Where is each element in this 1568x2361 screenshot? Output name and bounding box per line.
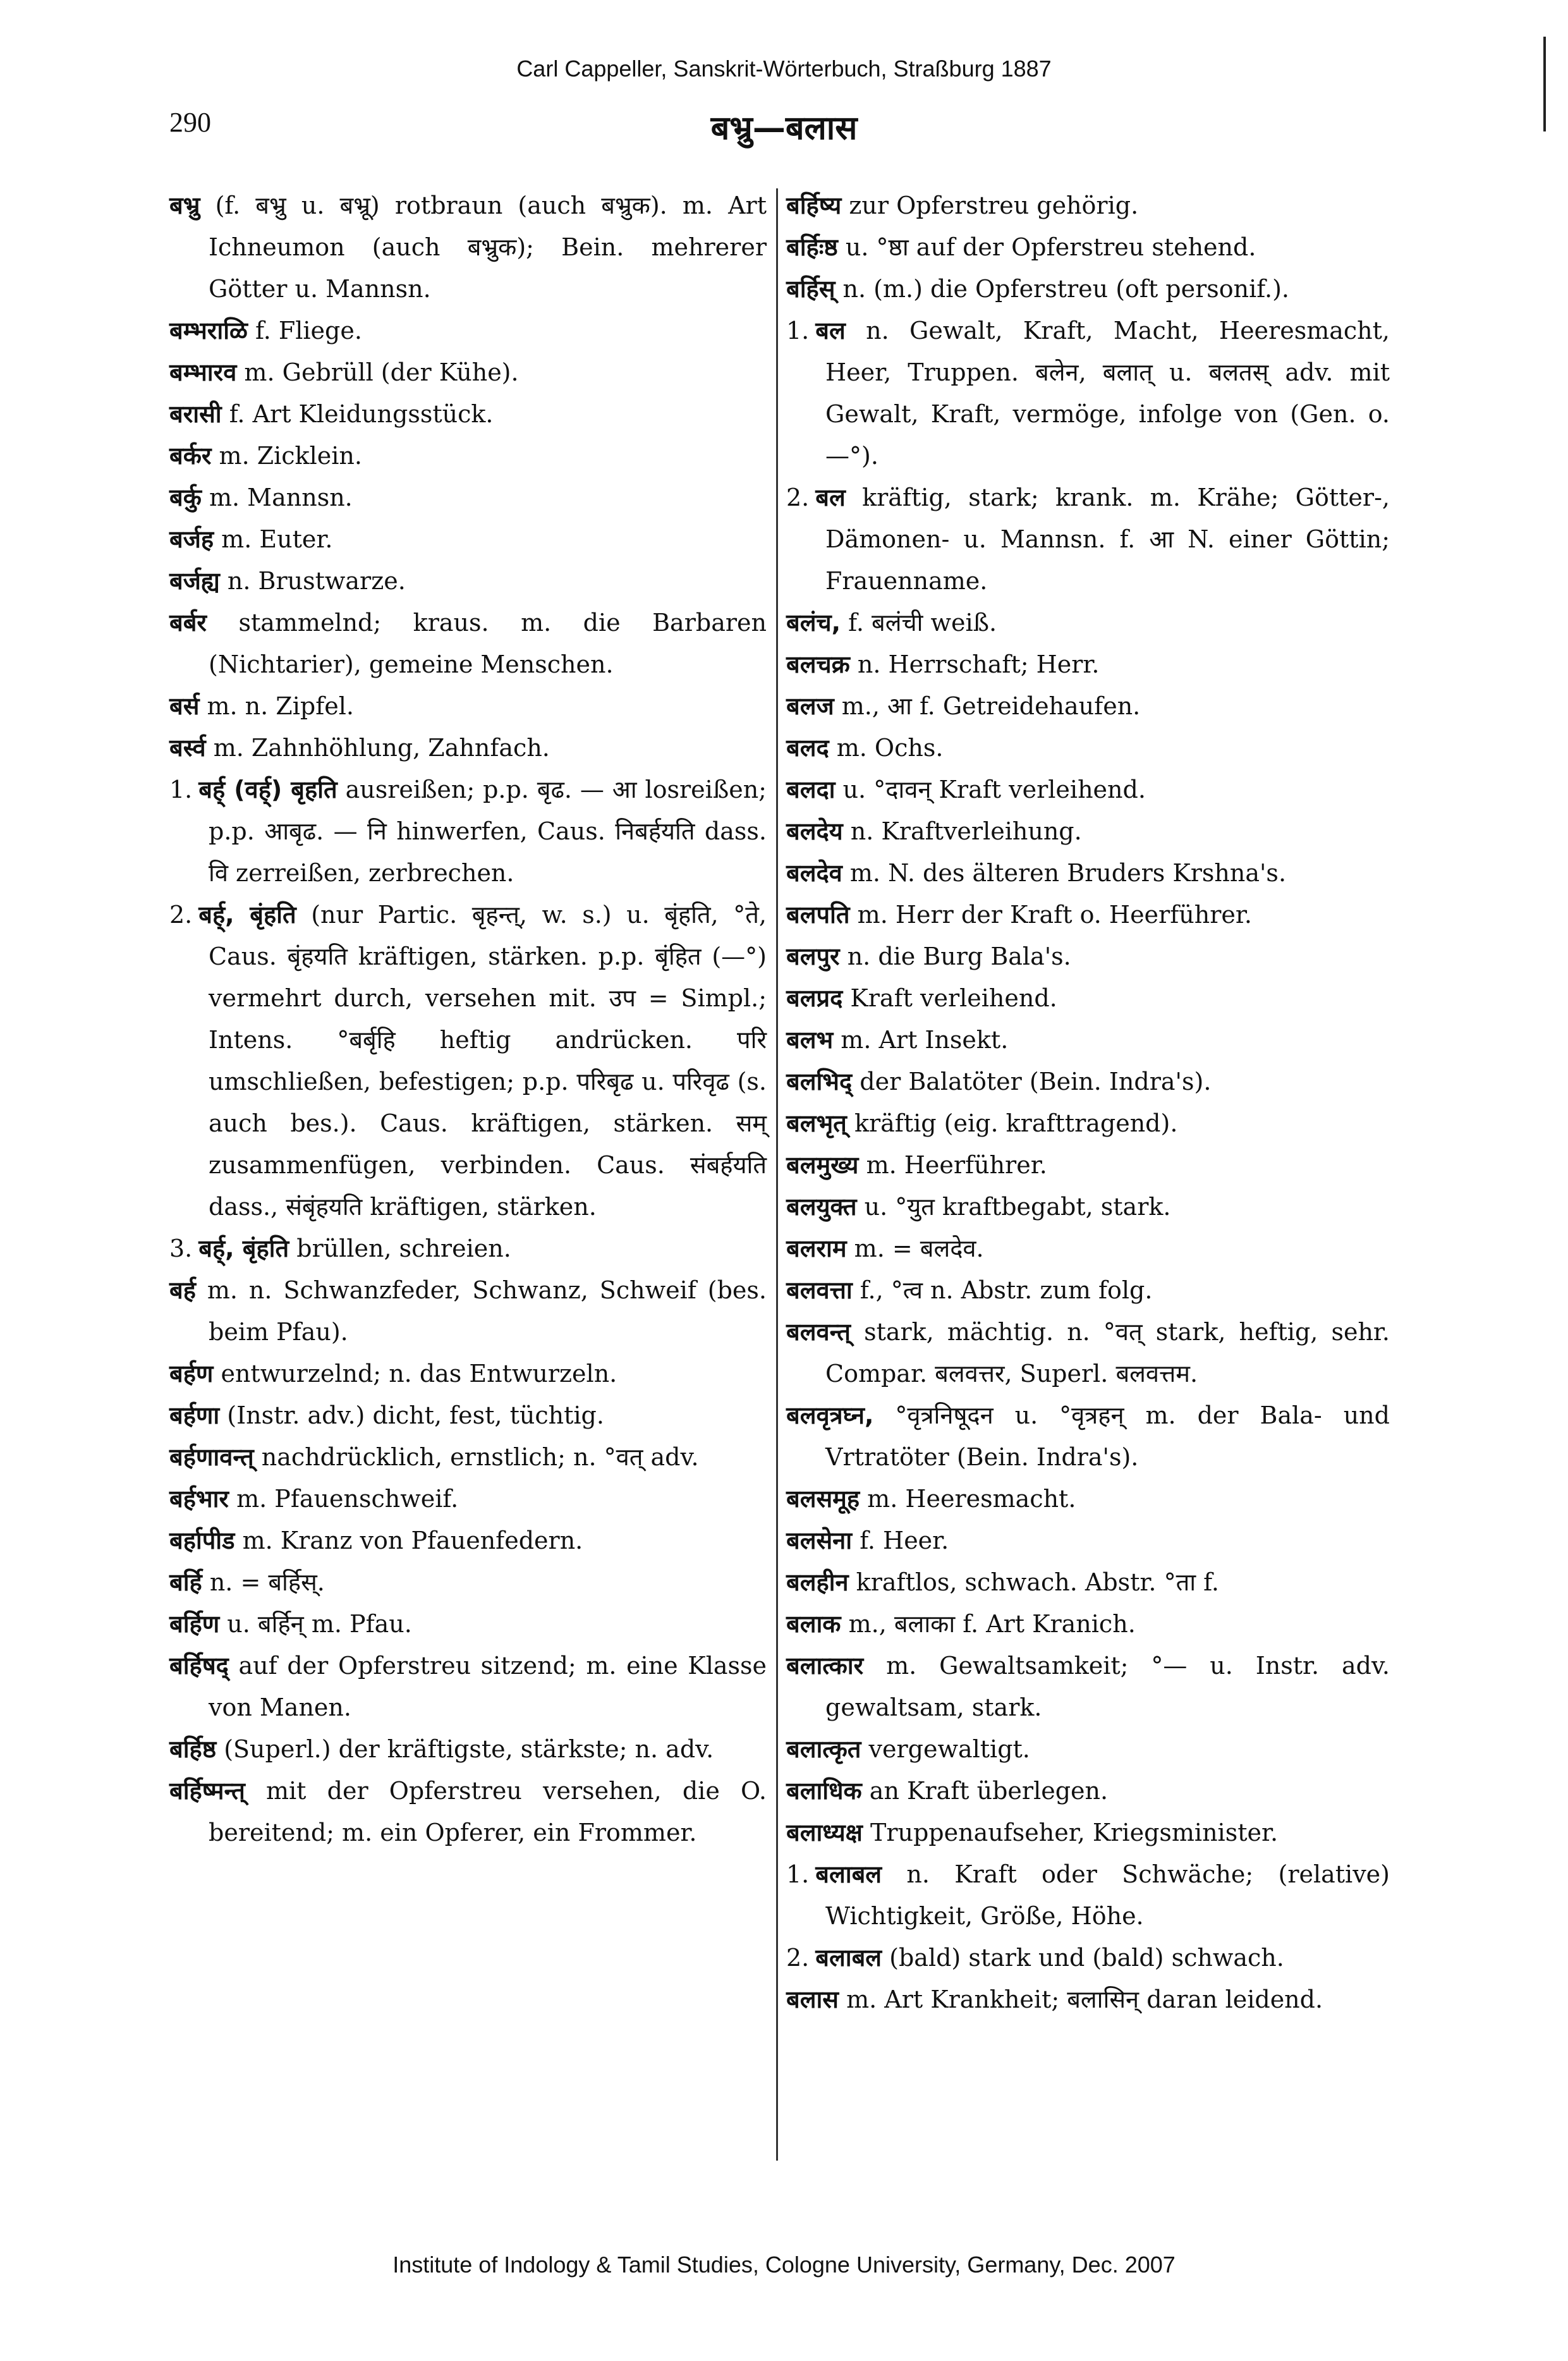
entry-headword: बर्हिष्मन्त् [169, 1777, 245, 1805]
entry-definition: ausreißen; p.p. बृढ. — आ losreißen; p.p. आबृढ. — नि hinwerfen, Caus. निबर्हयति dass. वि zerreißen, zerbrechen. [209, 776, 767, 887]
entry-number: 2. [169, 901, 193, 929]
entry-headword: बलज [786, 692, 834, 720]
entry-definition: auf der Opferstreu sitzend; m. eine Klasse von Manen. [209, 1652, 767, 1721]
entry-definition: u. बर्हिन् m. Pfau. [227, 1610, 412, 1638]
entry-definition: m. Heeresmacht. [867, 1485, 1076, 1513]
dictionary-entry [786, 185, 1390, 226]
entry-headword: बर्कु [169, 484, 202, 511]
entry-headword: बलाबल [815, 1944, 882, 1972]
entry-headword: बलात्कृत [786, 1735, 861, 1763]
entry-number: 1. [169, 776, 193, 803]
dictionary-entry [786, 1019, 1390, 1061]
dictionary-entry [786, 1979, 1390, 2020]
entry-headword: बल [815, 484, 846, 511]
entry-headword: बर्ह्, बृंहति [198, 901, 296, 929]
dictionary-entry [786, 1561, 1390, 1603]
entry-headword: बलचक्र [786, 650, 850, 678]
entry-headword: बल [815, 317, 846, 345]
entry-headword: बलवत्ता [786, 1276, 853, 1304]
entry-definition: m., बलाका f. Art Kranich. [848, 1610, 1136, 1638]
entry-headword: बर्हिषद् [169, 1652, 229, 1680]
dictionary-entry [169, 1770, 767, 1853]
dictionary-entry [786, 727, 1390, 769]
entry-definition: n. (m.) die Opferstreu (oft personif.). [842, 275, 1289, 303]
entry-definition: f. Fliege. [255, 317, 362, 345]
entry-headword: बलराम [786, 1235, 847, 1262]
entry-headword: बर्जह [169, 525, 214, 553]
running-head: बभ्रु—बलास [710, 109, 858, 147]
dictionary-entry [169, 435, 767, 477]
dictionary-entry [786, 1853, 1390, 1937]
entry-headword: बर्हभार [169, 1485, 229, 1513]
dictionary-entry [786, 852, 1390, 894]
entry-definition: (bald) stark und (bald) schwach. [889, 1944, 1284, 1972]
entry-definition: (Superl.) der kräftigste, stärkste; n. adv. [224, 1735, 714, 1763]
entry-headword: बर्हिष्ठ [169, 1735, 217, 1763]
dictionary-entry [169, 477, 767, 518]
right-column [786, 185, 1390, 2020]
dictionary-entry [786, 977, 1390, 1019]
entry-definition: m. Zahnhöhlung, Zahnfach. [213, 734, 550, 762]
entry-definition: m. Gewaltsamkeit; °— u. Instr. adv. gewaltsam, stark. [825, 1652, 1390, 1721]
dictionary-entry [786, 226, 1390, 268]
entry-definition: f. Art Kleidungsstück. [229, 400, 494, 428]
entry-definition: zur Opferstreu gehörig. [849, 192, 1139, 219]
entry-headword: बम्भारव [169, 358, 237, 386]
entry-headword: बर्हापीड [169, 1527, 235, 1554]
entry-definition: n. Herrschaft; Herr. [857, 650, 1100, 678]
entry-definition: (f. बभ्रु u. बभ्रू) rotbraun (auch बभ्रुक). m. Art Ichneumon (auch बभ्रुक); Bein. mehrerer Götter u. Mannsn. [209, 192, 767, 303]
dictionary-entry [786, 1478, 1390, 1520]
entry-number: 1. [786, 317, 810, 345]
entry-definition: mit der Opferstreu versehen, die O. bereitend; m. ein Opferer, ein Frommer. [209, 1777, 767, 1846]
dictionary-entry [169, 1478, 767, 1520]
entry-headword: बलाबल [815, 1860, 882, 1888]
dictionary-entry [169, 351, 767, 393]
entry-definition: °वृत्रनिषूदन u. °वृत्रहन् m. der Bala- und Vrtratöter (Bein. Indra's). [825, 1401, 1390, 1471]
entry-definition: u. °ष्ठा auf der Opferstreu stehend. [845, 233, 1256, 261]
entry-definition: m., आ f. Getreidehaufen. [841, 692, 1141, 720]
entry-definition: stark, mächtig. n. °वत् stark, heftig, sehr. Compar. बलवत्तर, Superl. बलवत्तम. [825, 1318, 1390, 1388]
entry-definition: Truppenaufseher, Kriegsminister. [870, 1819, 1279, 1846]
dictionary-entry [169, 560, 767, 602]
entry-headword: बलाध्यक्ष [786, 1819, 863, 1846]
entry-number: 3. [169, 1235, 193, 1262]
entry-definition: m. N. des älteren Bruders Krshna's. [849, 859, 1287, 887]
entry-headword: बलमुख्य [786, 1151, 859, 1179]
dictionary-entry [786, 1770, 1390, 1812]
page-number: 290 [169, 107, 211, 138]
entry-headword: बलाक [786, 1610, 841, 1638]
dictionary-entry [169, 1436, 767, 1478]
entry-headword: बर्जह्य [169, 567, 220, 595]
entry-definition: n. = बर्हिस्. [209, 1568, 325, 1596]
entry-definition: an Kraft überlegen. [869, 1777, 1109, 1805]
entry-headword: बर्ह्, बृंहति [198, 1235, 289, 1262]
dictionary-entry [786, 1645, 1390, 1728]
dictionary-entry [169, 185, 767, 310]
entry-headword: बर्ह [169, 1276, 196, 1304]
dictionary-entry [786, 769, 1390, 810]
entry-definition: m. Heerführer. [866, 1151, 1047, 1179]
entry-definition: entwurzelnd; n. das Entwurzeln. [221, 1360, 617, 1388]
entry-headword: बलदेय [786, 817, 843, 845]
dictionary-entry [169, 1394, 767, 1436]
entry-definition: m. Herr der Kraft o. Heerführer. [857, 901, 1252, 929]
dictionary-entry [169, 518, 767, 560]
entry-headword: बरासी [169, 400, 222, 428]
entry-headword: बर्हणावन्त् [169, 1443, 254, 1471]
entry-definition: u. °दावन् Kraft verleihend. [842, 776, 1146, 803]
left-column [169, 185, 767, 1853]
entry-headword: बलभृत् [786, 1109, 847, 1137]
entry-definition: f. Heer. [860, 1527, 949, 1554]
dictionary-entry [786, 1812, 1390, 1853]
entry-headword: बलवृत्रघ्न, [786, 1401, 874, 1429]
dictionary-entry [786, 477, 1390, 602]
entry-headword: बर्हिण [169, 1610, 220, 1638]
entry-headword: बर्हिष्य [786, 192, 842, 219]
entry-headword: बलसेना [786, 1527, 853, 1554]
dictionary-entry [786, 1520, 1390, 1561]
dictionary-entry [169, 310, 767, 351]
entry-headword: बर्स्व [169, 734, 206, 762]
entry-headword: बलभिद् [786, 1068, 853, 1095]
dictionary-entry [169, 1728, 767, 1770]
entry-headword: बर्हण [169, 1360, 214, 1388]
entry-headword: बलप्रद [786, 984, 843, 1012]
dictionary-entry [786, 602, 1390, 644]
entry-definition: Kraft verleihend. [850, 984, 1057, 1012]
dictionary-entry [169, 602, 767, 685]
entry-headword: बलहीन [786, 1568, 849, 1596]
entry-headword: बलदेव [786, 859, 842, 887]
dictionary-entry [786, 1228, 1390, 1269]
dictionary-entry [169, 769, 767, 894]
dictionary-entry [786, 685, 1390, 727]
entry-headword: बलपति [786, 901, 850, 929]
entry-definition: n. die Burg Bala's. [847, 943, 1071, 970]
entry-definition: m. n. Schwanzfeder, Schwanz, Schweif (bes. beim Pfau). [207, 1276, 767, 1346]
dictionary-entry [169, 393, 767, 435]
column-divider [776, 188, 778, 2161]
entry-headword: बर्हणा [169, 1401, 220, 1429]
dictionary-entry [169, 1228, 767, 1269]
entry-headword: बलसमूह [786, 1485, 860, 1513]
entry-headword: बलात्कार [786, 1652, 864, 1680]
entry-headword: बलभ [786, 1026, 834, 1054]
entry-headword: बलास [786, 1986, 839, 2013]
dictionary-entry [786, 1061, 1390, 1102]
dictionary-entry [786, 1937, 1390, 1979]
margin-rule [1543, 37, 1546, 131]
dictionary-entry [786, 1186, 1390, 1228]
dictionary-entry [786, 1102, 1390, 1144]
dictionary-entry [169, 685, 767, 727]
entry-definition: u. °युत kraftbegabt, stark. [864, 1193, 1171, 1221]
entry-definition: f., °त्व n. Abstr. zum folg. [860, 1276, 1153, 1304]
entry-headword: बर्हिस् [786, 275, 836, 303]
dictionary-entry [786, 810, 1390, 852]
entry-definition: n. Kraft oder Schwäche; (relative) Wichtigkeit, Größe, Höhe. [825, 1860, 1390, 1930]
scan-institution-banner: Institute of Indology & Tamil Studies, Cologne University, Germany, Dec. 2007 [392, 2252, 1176, 2278]
dictionary-entry [786, 894, 1390, 936]
entry-definition: n. Kraftverleihung. [850, 817, 1082, 845]
entry-number: 1. [786, 1860, 810, 1888]
dictionary-entry [786, 310, 1390, 477]
entry-definition: brüllen, schreien. [296, 1235, 511, 1262]
entry-headword: बलाधिक [786, 1777, 862, 1805]
entry-headword: बर्ह् (वर्ह्) बृहति [198, 776, 337, 803]
entry-definition: m. Zicklein. [219, 442, 362, 470]
dictionary-entry [786, 1269, 1390, 1311]
entry-definition: n. Brustwarze. [227, 567, 406, 595]
entry-definition: (Instr. adv.) dicht, fest, tüchtig. [227, 1401, 604, 1429]
entry-headword: बलपुर [786, 943, 840, 970]
entry-headword: बलंच, [786, 609, 841, 637]
entry-headword: बम्भराळि [169, 317, 248, 345]
dictionary-entry [786, 1394, 1390, 1478]
entry-definition: m. = बलदेव. [854, 1235, 984, 1262]
dictionary-entry [169, 1520, 767, 1561]
entry-definition: m. Ochs. [836, 734, 944, 762]
dictionary-entry [169, 1645, 767, 1728]
dictionary-entry [169, 1603, 767, 1645]
entry-headword: बलदा [786, 776, 836, 803]
entry-definition: f. बलंची weiß. [848, 609, 997, 637]
entry-definition: kräftig, stark; krank. m. Krähe; Götter-, Dämonen- u. Mannsn. f. आ N. einer Göttin; Frauenname. [825, 484, 1390, 595]
dictionary-entry [169, 727, 767, 769]
dictionary-entry [786, 268, 1390, 310]
dictionary-entry [169, 1561, 767, 1603]
entry-definition: kräftig (eig. krafttragend). [854, 1109, 1178, 1137]
entry-definition: nachdrücklich, ernstlich; n. °वत् adv. [261, 1443, 699, 1471]
entry-headword: बर्कर [169, 442, 212, 470]
entry-definition: m. Art Krankheit; बलासिन् daran leidend. [846, 1986, 1323, 2013]
dictionary-entry [786, 936, 1390, 977]
dictionary-entry [786, 644, 1390, 685]
entry-number: 2. [786, 484, 810, 511]
entry-definition: vergewaltigt. [868, 1735, 1030, 1763]
entry-definition: m. Pfauenschweif. [236, 1485, 459, 1513]
dictionary-entry [786, 1144, 1390, 1186]
dictionary-entry [786, 1728, 1390, 1770]
entry-definition: m. Kranz von Pfauenfedern. [242, 1527, 583, 1554]
entry-headword: बर्बर [169, 609, 207, 637]
entry-definition: n. Gewalt, Kraft, Macht, Heeresmacht, Heer, Truppen. बलेन, बलात् u. बलतस् adv. mit Gewalt, Kraft, vermöge, infolge von (Gen. o. —°). [825, 317, 1390, 470]
entry-definition: der Balatöter (Bein. Indra's). [860, 1068, 1212, 1095]
entry-headword: बलवन्त् [786, 1318, 851, 1346]
entry-definition: m. Mannsn. [209, 484, 353, 511]
entry-definition: kraftlos, schwach. Abstr. °ता f. [856, 1568, 1219, 1596]
scan-source-banner: Carl Cappeller, Sanskrit-Wörterbuch, Straßburg 1887 [516, 56, 1052, 82]
entry-definition: m. Gebrüll (der Kühe). [244, 358, 519, 386]
entry-definition: m. Art Insekt. [841, 1026, 1009, 1054]
entry-definition: (nur Partic. बृहन्त्, w. s.) u. बृंहति, °ते, Caus. बृंहयति kräftigen, stärken. p.p. बृंहित (—°) vermehrt durch, versehen mit. उप = Simpl.; Intens. °बर्बृहि heftig andrücken. परि umschließen, befestigen; p.p. परिबृढ u. परिवृढ (s. auch bes.). Caus. kräftigen, stärken. सम् zusammenfügen, verbinden. Caus. संबर्हयति dass., संबृंहयति kräftigen, stärken. [209, 901, 767, 1221]
dictionary-entry [169, 894, 767, 1228]
dictionary-entry [786, 1311, 1390, 1394]
dictionary-entry [169, 1269, 767, 1353]
entry-number: 2. [786, 1944, 810, 1972]
entry-definition: m. Euter. [221, 525, 333, 553]
entry-headword: बलयुक्त [786, 1193, 857, 1221]
entry-definition: stammelnd; kraus. m. die Barbaren (Nichtarier), gemeine Menschen. [209, 609, 767, 678]
entry-headword: बर्स [169, 692, 200, 720]
entry-headword: बर्हि [169, 1568, 202, 1596]
entry-headword: बलद [786, 734, 829, 762]
entry-headword: बभ्रु [169, 192, 200, 219]
entry-definition: m. n. Zipfel. [207, 692, 354, 720]
entry-headword: बर्हिःष्ठ [786, 233, 838, 261]
dictionary-entry [169, 1353, 767, 1394]
dictionary-entry [786, 1603, 1390, 1645]
